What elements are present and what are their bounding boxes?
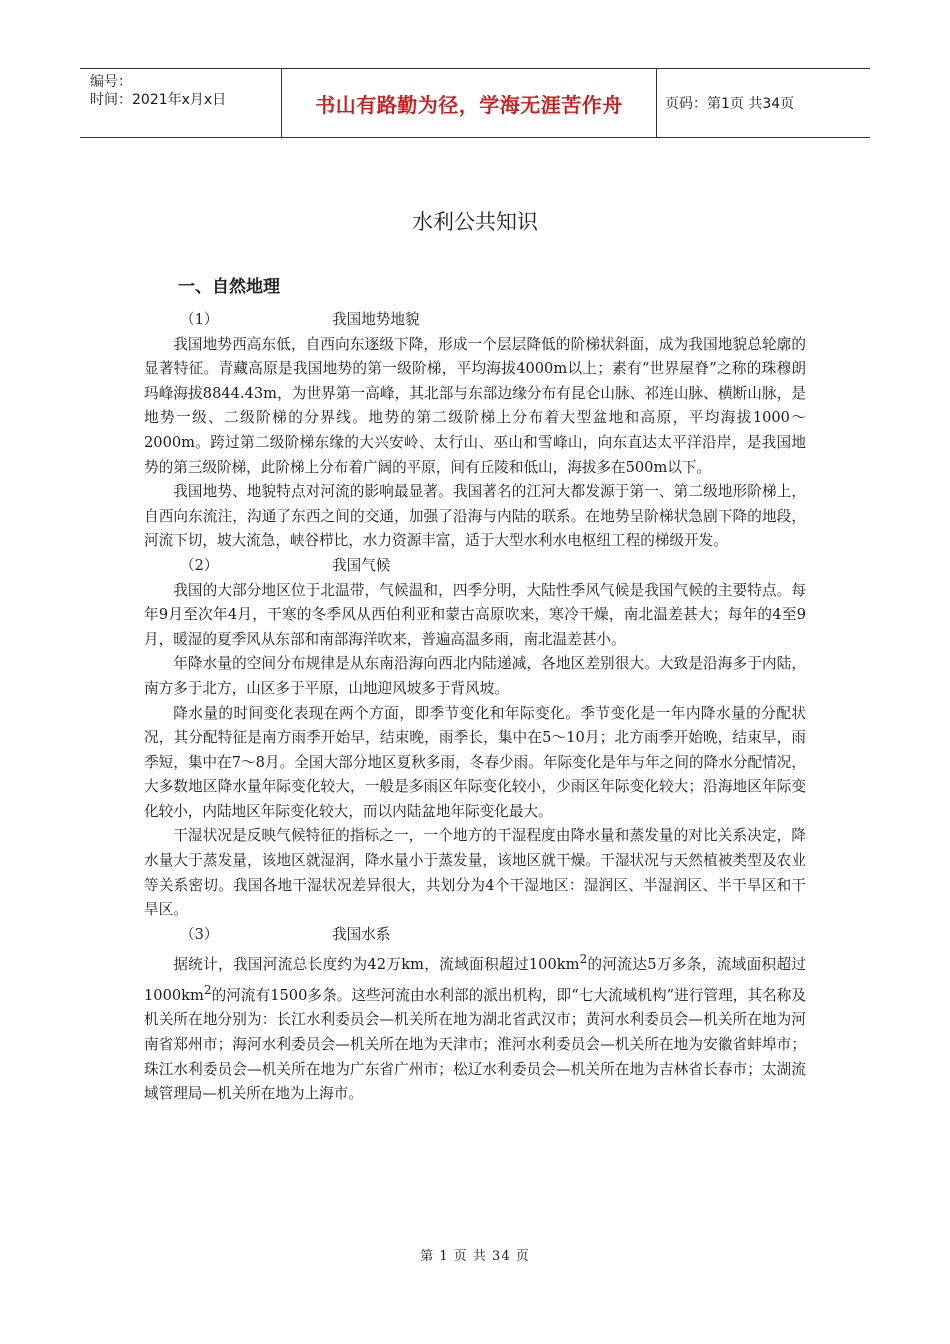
paragraph-text: 据统计，我国河流总长度约为42万km，流域面积超过100km (173, 956, 580, 974)
motto-cell (282, 69, 657, 137)
superscript: 2 (203, 982, 212, 997)
page-info-cell (657, 69, 870, 137)
time-label: 时间：2021年x月x日 (90, 92, 227, 108)
subsection-title: 我国地势地貌 (332, 311, 420, 328)
subsection-title: 我国水系 (332, 925, 391, 943)
document-title: 水利公共知识 (412, 210, 538, 234)
header-meta-cell (80, 69, 282, 137)
page-footer: 第 1 页 共 34 页 (420, 1249, 530, 1264)
header-table (80, 68, 870, 138)
subsection-number: （1） (180, 311, 219, 328)
subsection-number: （2） (180, 556, 219, 574)
paragraph-text: 的河流有1500多条。这些河流由水利部的派出机构，即“七大流域机构”进行管理，其名称及机关所在地分别为：长江水利委员会—机关所在地为湖北省武汉市；黄河水利委员会—机关所在地为河南省郑州市；海河水利委员会—机关所在地为天津市；淮河水利委员会—机关所在地为安徽省蚌埠市；珠江水利委员会—机关所在地为广东省广州市；松辽水利委员会—机关所在地为吉林省长春市；太湖流域管理局—机关所在地为上海市。 (144, 986, 806, 1103)
number-label: 编号： (90, 74, 132, 90)
paragraph: 我国的大部分地区位于北温带，气候温和，四季分明，大陆性季风气候是我国气候的主要特点。每年9月至次年4月，干寒的冬季风从西伯利亚和蒙古高原吹来，寒冷干燥，南北温差甚大；每年的4至9月，暖湿的夏季风从东部和南部海洋吹来，普遍高温多雨，南北温差甚小。 (144, 581, 806, 648)
subsection-number: （3） (180, 925, 219, 943)
paragraph: 我国地势、地貌特点对河流的影响最显著。我国著名的江河大都发源于第一、第二级地形阶梯上，自西向东流注，沟通了东西之间的交通，加强了沿海与内陆的联系。在地势呈阶梯状急剧下降的地段，河流下切，坡大流急，峡谷栉比，水力资源丰富，适于大型水利水电枢纽工程的梯级开发。 (144, 483, 806, 550)
subsection-heading (144, 308, 806, 333)
paragraph (144, 947, 806, 1106)
section-heading: 一、自然地理 (178, 277, 280, 297)
document-body (144, 308, 806, 1107)
paragraph: 降水量的时间变化表现在两个方面，即季节变化和年际变化。季节变化是一年内降水量的分配状况，其分配特征是南方雨季开始早，结束晚，雨季长，集中在5～10月；北方雨季开始晚，结束早，雨季短，集中在7～8月。全国大部分地区夏秋多雨，冬春少雨。年际变化是年与年之间的降水分配情况，大多数地区降水量年际变化较大，一般是多雨区年际变化较小，少雨区年际变化较大；沿海地区年际变化较小，内陆地区年际变化较大，而以内陆盆地年际变化最大。 (144, 704, 806, 820)
paragraph: 年降水量的空间分布规律是从东南沿海向西北内陆递减，各地区差别很大。大致是沿海多于内陆，南方多于北方，山区多于平原，山地迎风坡多于背风坡。 (144, 655, 806, 697)
motto-text: 书山有路勤为径，学海无涯苦作舟 (315, 92, 623, 117)
paragraph-text: 的河流达5万多条，流域面积超过1000km (144, 956, 806, 1004)
page-info-text: 页码：第1页 共34页 (665, 96, 795, 112)
subsection-heading (144, 923, 806, 948)
superscript: 2 (579, 952, 588, 967)
subsection-heading (144, 554, 806, 579)
paragraph: 干湿状况是反映气候特征的指标之一，一个地方的干湿程度由降水量和蒸发量的对比关系决定，降水量大于蒸发量，该地区就湿润，降水量小于蒸发量，该地区就干燥。干湿状况与天然植被类型及农业等关系密切。我国各地干湿状况差异很大，共划分为4个干湿地区：湿润区、半湿润区、半干旱区和干旱区。 (144, 827, 806, 919)
paragraph: 我国地势西高东低，自西向东逐级下降，形成一个层层降低的阶梯状斜面，成为我国地貌总轮廓的显著特征。青藏高原是我国地势的第一级阶梯，平均海拔4000m以上；素有“世界屋脊”之称的珠穆朗玛峰海拔8844.43m，为世界第一高峰，其北部与东部边缘分布有昆仑山脉、祁连山脉、横断山脉，是地势一级、二级阶梯的分界线。地势的第二级阶梯上分布着大型盆地和高原，平均海拔1000～2000m。跨过第二级阶梯东缘的大兴安岭、太行山、巫山和雪峰山，向东直达太平洋沿岸，是我国地势的第三级阶梯，此阶梯上分布着广阔的平原，间有丘陵和低山，海拔多在500m以下。 (144, 335, 806, 476)
subsection-title: 我国气候 (332, 556, 391, 574)
